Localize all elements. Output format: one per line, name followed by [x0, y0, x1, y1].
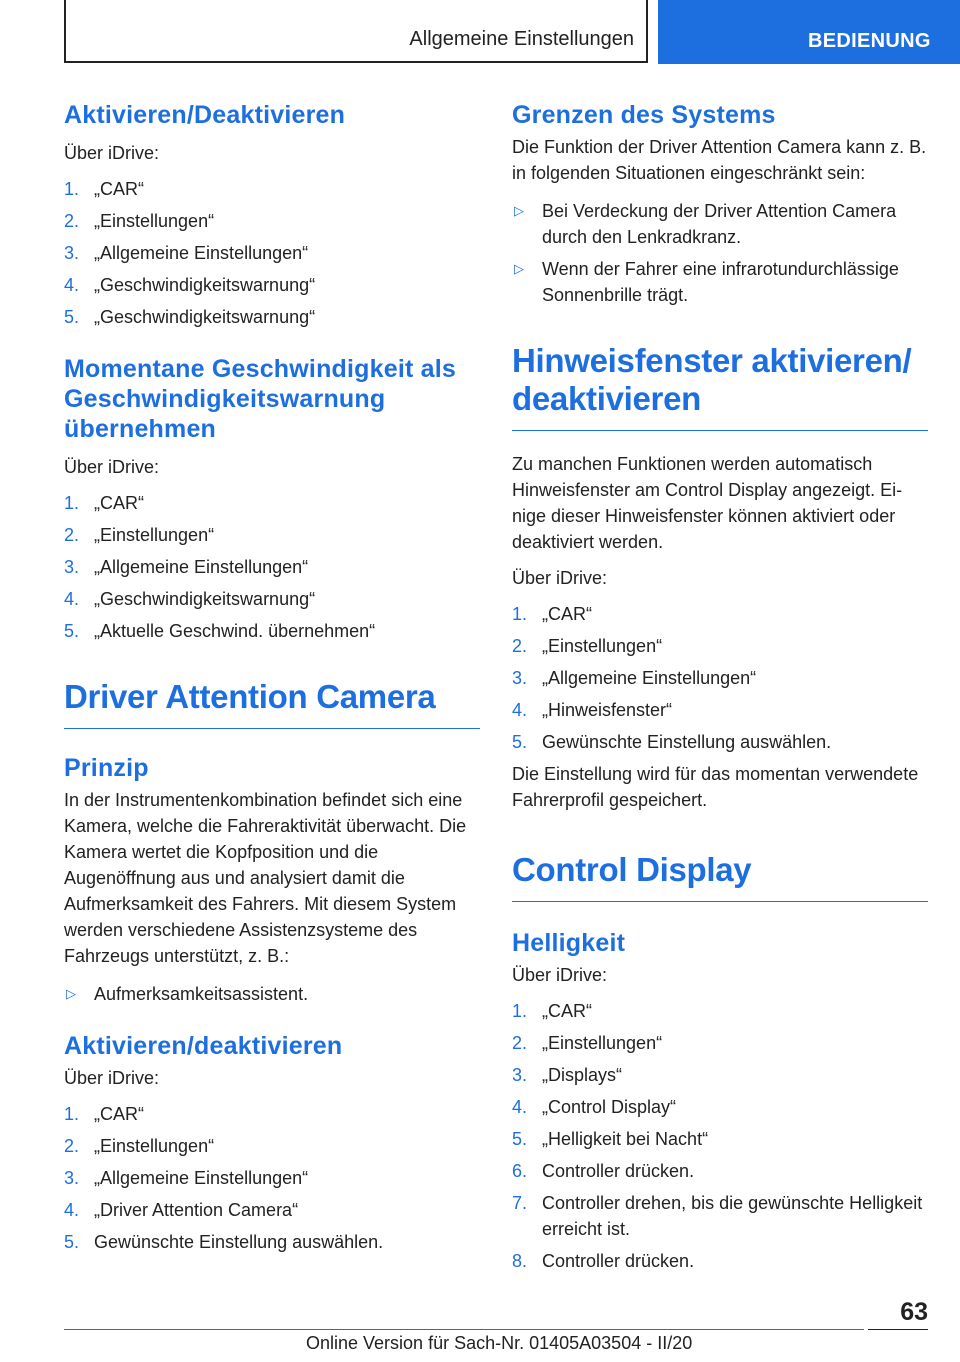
- heading-momentane-geschwindigkeit: Momentane Geschwindigkeit als Geschwindigkeitswarnung übernehmen: [64, 355, 457, 443]
- step-item: 3. „Allgemeine Einstellungen“: [64, 1168, 309, 1188]
- steps-list: [64, 176, 480, 330]
- page-number-rule: [868, 1329, 928, 1330]
- step-item: 1. „CAR“: [64, 493, 144, 513]
- bullet-item: ▷ Bei Verdeckung der Driver Attention Camera durch den Lenkradkranz.: [512, 198, 928, 250]
- header-title: Allgemeine Einstellungen: [409, 28, 634, 50]
- page-number: 63: [900, 1298, 928, 1326]
- step-item: 2. „Einstellungen“: [64, 525, 215, 545]
- hinweisfenster-outro: Die Einstellung wird für das momentan verwendete Fahrerprofil gespeichert.: [512, 764, 919, 810]
- heading-aktivieren-deaktivieren-camera: Aktivieren/deaktivieren: [64, 1032, 343, 1060]
- prinzip-text: In der Instrumentenkombination befindet sich eine Kamera, welche die Fahreraktivität überwacht. Die Kamera wertet die Kopfposition und die Augenöffnung aus und analysiert damit die Aufmerksamkeit des Fahrers. Mit diesem System werden verschiedene Assistenzsysteme des Fahrzeugs unterstützt, z. B.:: [64, 790, 467, 966]
- step-item: 1. „CAR“: [512, 1001, 592, 1021]
- step-item: 5. „Helligkeit bei Nacht“: [512, 1129, 709, 1149]
- footer-rule: [64, 1329, 864, 1330]
- step-item: 6. Controller drücken.: [512, 1161, 695, 1181]
- step-item: 2. „Einstellungen“: [64, 1136, 215, 1156]
- header-title-box: [64, 0, 648, 63]
- grenzen-text: Die Funktion der Driver Attention Camera kann z. B. in folgenden Situationen eingeschränkt sein:: [512, 137, 927, 183]
- step-item: 3. „Allgemeine Einstellungen“: [64, 557, 309, 577]
- heading-driver-attention-camera: Driver Attention Camera: [64, 678, 480, 729]
- intro-text: Über iDrive:: [512, 965, 608, 985]
- intro-text: Über iDrive:: [64, 457, 160, 477]
- heading-aktivieren-deaktivieren: Aktivieren/Deaktivieren: [64, 101, 346, 129]
- heading-helligkeit: Helligkeit: [512, 929, 626, 957]
- section-label: BEDIENUNG: [808, 30, 931, 52]
- steps-list: [64, 490, 480, 644]
- bullet-item: ▷ Wenn der Fahrer eine infrarotundurchlässige Sonnenbrille trägt.: [512, 256, 928, 308]
- step-item: 3. „Displays“: [512, 1065, 623, 1085]
- step-item: 4. „Control Display“: [512, 1097, 677, 1117]
- heading-grenzen-des-systems: Grenzen des Systems: [512, 101, 776, 129]
- left-column: [64, 100, 480, 1261]
- hinweisfenster-text: Zu manchen Funktionen werden automatisch Hinweisfenster am Control Display angezeigt. Einige dieser Hinweisfenster können aktiviert oder deaktiviert werden.: [512, 454, 903, 552]
- intro-text: Über iDrive:: [64, 1068, 160, 1088]
- step-item: 2. „Einstellungen“: [512, 1033, 663, 1053]
- step-item: 3. „Allgemeine Einstellungen“: [512, 668, 757, 688]
- heading-hinweisfenster: Hinweisfenster aktivieren/ deaktivieren: [512, 342, 928, 431]
- step-item: 1. „CAR“: [512, 604, 592, 624]
- step-item: 8. Controller drücken.: [512, 1251, 695, 1271]
- step-item: 2. „Einstellungen“: [512, 636, 663, 656]
- step-item: 4. „Driver Attention Camera“: [64, 1200, 299, 1220]
- triangle-bullet-icon: ▷: [66, 986, 76, 1001]
- step-item: 5. „Aktuelle Geschwind. übernehmen“: [64, 621, 376, 641]
- step-item: 5. Gewünschte Einstellung auswählen.: [64, 1232, 384, 1252]
- step-item: 2. „Einstellungen“: [64, 211, 215, 231]
- heading-prinzip: Prinzip: [64, 754, 149, 782]
- triangle-bullet-icon: ▷: [514, 261, 524, 276]
- heading-control-display: Control Display: [512, 851, 928, 902]
- triangle-bullet-icon: ▷: [514, 203, 524, 218]
- section-tab: [658, 0, 960, 64]
- steps-list: [512, 998, 928, 1274]
- step-item: 4. „Geschwindigkeitswarnung“: [64, 275, 316, 295]
- step-item: 5. „Geschwindigkeitswarnung“: [64, 307, 316, 327]
- bullet-list: [64, 981, 480, 1007]
- bullet-list: [512, 198, 928, 308]
- steps-list: [64, 1101, 480, 1255]
- step-item: 5. Gewünschte Einstellung auswählen.: [512, 732, 832, 752]
- intro-text: Über iDrive:: [64, 143, 160, 163]
- online-version-text: Online Version für Sach-Nr. 01405A03504 - II/20: [306, 1333, 693, 1353]
- steps-list: [512, 601, 928, 755]
- step-item: 7. Controller drehen, bis die gewünschte Helligkeit erreicht ist.: [512, 1193, 923, 1239]
- step-item: 4. „Hinweisfenster“: [512, 700, 673, 720]
- step-item: 3. „Allgemeine Einstellungen“: [64, 243, 309, 263]
- step-item: 4. „Geschwindigkeitswarnung“: [64, 589, 316, 609]
- right-column: [512, 100, 928, 1280]
- bullet-item: ▷ Aufmerksamkeitsassistent.: [64, 981, 480, 1007]
- intro-text: Über iDrive:: [512, 568, 608, 588]
- step-item: 1. „CAR“: [64, 1104, 144, 1124]
- step-item: 1. „CAR“: [64, 179, 144, 199]
